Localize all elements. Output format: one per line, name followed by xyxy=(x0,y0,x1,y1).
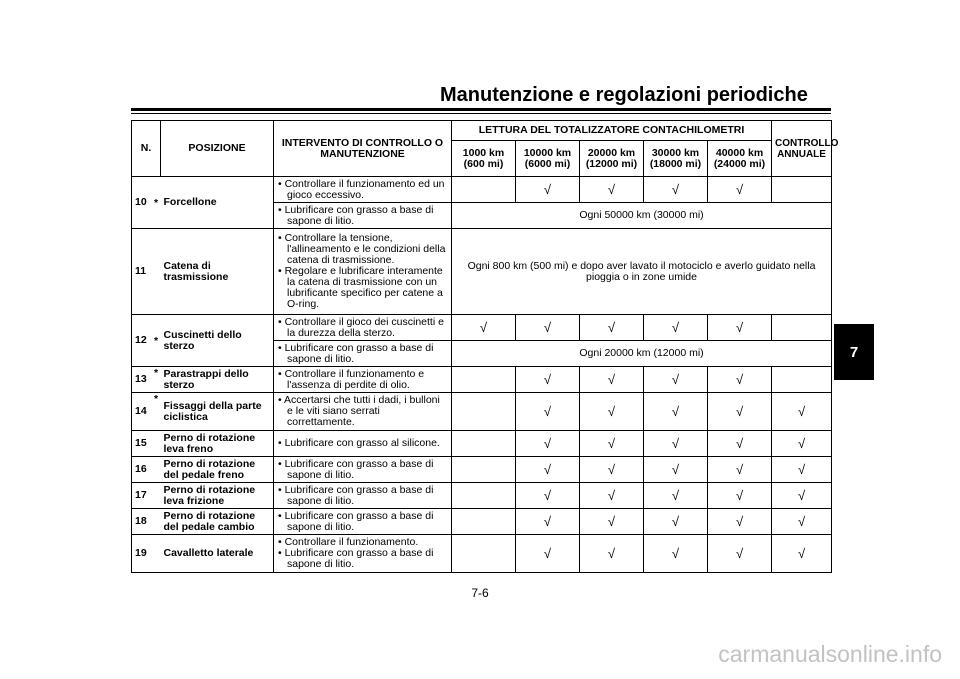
row-position: Catena di trasmissione xyxy=(161,229,274,315)
check-cell: √ xyxy=(580,315,644,341)
check-cell: √ xyxy=(644,483,708,509)
check-cell: √ xyxy=(644,535,708,573)
row-position: Cuscinetti dello sterzo xyxy=(161,315,274,367)
row-number: 16 xyxy=(132,457,152,483)
row-star xyxy=(152,509,161,535)
check-cell: √ xyxy=(708,457,772,483)
check-cell: √ xyxy=(708,177,772,203)
km-col-header: 30000 km (18000 mi) xyxy=(644,141,708,177)
check-cell xyxy=(772,177,832,203)
check-cell: √ xyxy=(772,535,832,573)
check-cell: √ xyxy=(708,483,772,509)
row-number: 17 xyxy=(132,483,152,509)
check-cell: √ xyxy=(644,431,708,457)
check-cell: √ xyxy=(516,367,580,393)
check-cell: √ xyxy=(516,177,580,203)
row-position: Forcellone xyxy=(161,177,274,229)
row-action: • Controllare il funzionamento e l'assenza di perdite di olio. xyxy=(274,367,452,393)
check-cell: √ xyxy=(708,393,772,431)
check-cell xyxy=(452,535,516,573)
check-cell xyxy=(772,367,832,393)
check-cell xyxy=(452,393,516,431)
check-cell: √ xyxy=(644,367,708,393)
row-number: 19 xyxy=(132,535,152,573)
row-action: • Controllare il gioco dei cuscinetti e la durezza della sterzo. xyxy=(274,315,452,341)
row-number: 13 xyxy=(132,367,152,393)
row-action: • Accertarsi che tutti i dadi, i bulloni e le viti siano serrati correttamente. xyxy=(274,393,452,431)
chapter-tab: 7 xyxy=(834,324,874,380)
row-action: • Controllare il funzionamento ed un gioco eccessivo. xyxy=(274,177,452,203)
check-cell: √ xyxy=(772,431,832,457)
row-position: Perno di rotazione leva freno xyxy=(161,431,274,457)
row-action: • Lubrificare con grasso al silicone. xyxy=(274,431,452,457)
check-cell xyxy=(452,457,516,483)
row-star xyxy=(152,483,161,509)
check-cell: √ xyxy=(580,177,644,203)
check-cell xyxy=(772,315,832,341)
check-cell: √ xyxy=(516,393,580,431)
row-position: Perno di rotazione leva frizione xyxy=(161,483,274,509)
check-cell: √ xyxy=(580,457,644,483)
row-action: • Lubrificare con grasso a base di sapone di litio. xyxy=(274,457,452,483)
table-row xyxy=(132,367,832,393)
row-number: 15 xyxy=(132,431,152,457)
check-cell: √ xyxy=(580,535,644,573)
check-cell xyxy=(452,177,516,203)
check-cell: √ xyxy=(708,509,772,535)
check-cell xyxy=(452,509,516,535)
check-cell: √ xyxy=(708,431,772,457)
page-number: 7-6 xyxy=(471,586,489,600)
check-cell: √ xyxy=(580,431,644,457)
interval-note: Ogni 800 km (500 mi) e dopo aver lavato il motociclo e averlo guidato nella pioggia o in zone umide xyxy=(452,229,832,315)
check-cell: √ xyxy=(708,315,772,341)
check-cell: √ xyxy=(452,315,516,341)
row-action: • Lubrificare con grasso a base di sapone di litio. xyxy=(274,509,452,535)
row-star: * xyxy=(152,393,161,431)
check-cell: √ xyxy=(516,457,580,483)
check-cell: √ xyxy=(644,457,708,483)
check-cell: √ xyxy=(516,483,580,509)
km-col-header: 10000 km (6000 mi) xyxy=(516,141,580,177)
check-cell: √ xyxy=(772,483,832,509)
table-row xyxy=(132,431,832,457)
check-cell xyxy=(452,367,516,393)
km-col-header: 1000 km (600 mi) xyxy=(452,141,516,177)
check-cell: √ xyxy=(580,483,644,509)
table-row xyxy=(132,457,832,483)
check-cell xyxy=(452,431,516,457)
watermark: carmanualsonline.info xyxy=(718,641,942,667)
table-row xyxy=(132,393,832,431)
row-position: Perno di rotazione del pedale freno xyxy=(161,457,274,483)
table-row xyxy=(132,483,832,509)
row-action: • Lubrificare con grasso a base di sapone di litio. xyxy=(274,483,452,509)
col-odometer-header: LETTURA DEL TOTALIZZATORE CONTACHILOMETRI xyxy=(452,121,772,141)
check-cell: √ xyxy=(516,315,580,341)
row-action: • Lubrificare con grasso a base di sapone di litio. xyxy=(274,203,452,229)
check-cell: √ xyxy=(580,509,644,535)
row-star xyxy=(152,535,161,573)
row-number: 18 xyxy=(132,509,152,535)
row-star xyxy=(152,431,161,457)
check-cell: √ xyxy=(580,367,644,393)
check-cell: √ xyxy=(644,509,708,535)
table-row xyxy=(132,177,832,203)
table-row xyxy=(132,535,832,573)
row-star: * xyxy=(152,177,161,229)
row-action: • Lubrificare con grasso a base di sapone di litio. xyxy=(274,341,452,367)
interval-note: Ogni 50000 km (30000 mi) xyxy=(452,203,832,229)
check-cell: √ xyxy=(772,457,832,483)
row-action: • Controllare il funzionamento. • Lubrificare con grasso a base di sapone di litio. xyxy=(274,535,452,573)
check-cell: √ xyxy=(708,535,772,573)
table-header-row xyxy=(132,121,832,141)
row-position: Parastrappi dello sterzo xyxy=(161,367,274,393)
row-number: 11 xyxy=(132,229,152,315)
row-star: * xyxy=(152,315,161,367)
col-position-header: POSIZIONE xyxy=(161,121,274,177)
check-cell: √ xyxy=(516,509,580,535)
col-n-header: N. xyxy=(132,121,161,177)
row-number: 10 xyxy=(132,177,152,229)
check-cell: √ xyxy=(772,393,832,431)
row-star xyxy=(152,457,161,483)
col-intervention-header: INTERVENTO DI CONTROLLO O MANUTENZIONE xyxy=(274,121,452,177)
header-rule xyxy=(131,108,831,111)
table-row xyxy=(132,509,832,535)
check-cell: √ xyxy=(644,177,708,203)
check-cell: √ xyxy=(708,367,772,393)
km-col-header: 20000 km (12000 mi) xyxy=(580,141,644,177)
table-row xyxy=(132,315,832,341)
km-col-header: 40000 km (24000 mi) xyxy=(708,141,772,177)
table-row xyxy=(132,229,832,315)
check-cell: √ xyxy=(772,509,832,535)
row-action: • Controllare la tensione, l'allineamento e le condizioni della catena di trasmissione. • Regolare e lubrificare interamente la catena di trasmissione con un lubrificante specifico per catene a O-ring. xyxy=(274,229,452,315)
row-number: 12 xyxy=(132,315,152,367)
row-number: 14 xyxy=(132,393,152,431)
row-star xyxy=(152,229,161,315)
row-position: Perno di rotazione del pedale cambio xyxy=(161,509,274,535)
row-position: Cavalletto laterale xyxy=(161,535,274,573)
check-cell: √ xyxy=(516,535,580,573)
col-annual-header: CONTROLLO ANNUALE xyxy=(772,121,832,177)
interval-note: Ogni 20000 km (12000 mi) xyxy=(452,341,832,367)
page-title: Manutenzione e regolazioni periodiche xyxy=(440,84,808,106)
check-cell: √ xyxy=(644,315,708,341)
row-star: * xyxy=(152,367,161,393)
check-cell: √ xyxy=(644,393,708,431)
check-cell: √ xyxy=(580,393,644,431)
maintenance-table xyxy=(131,120,839,573)
header-rule-thin xyxy=(131,113,831,114)
check-cell: √ xyxy=(516,431,580,457)
row-position: Fissaggi della parte ciclistica xyxy=(161,393,274,431)
check-cell xyxy=(452,483,516,509)
